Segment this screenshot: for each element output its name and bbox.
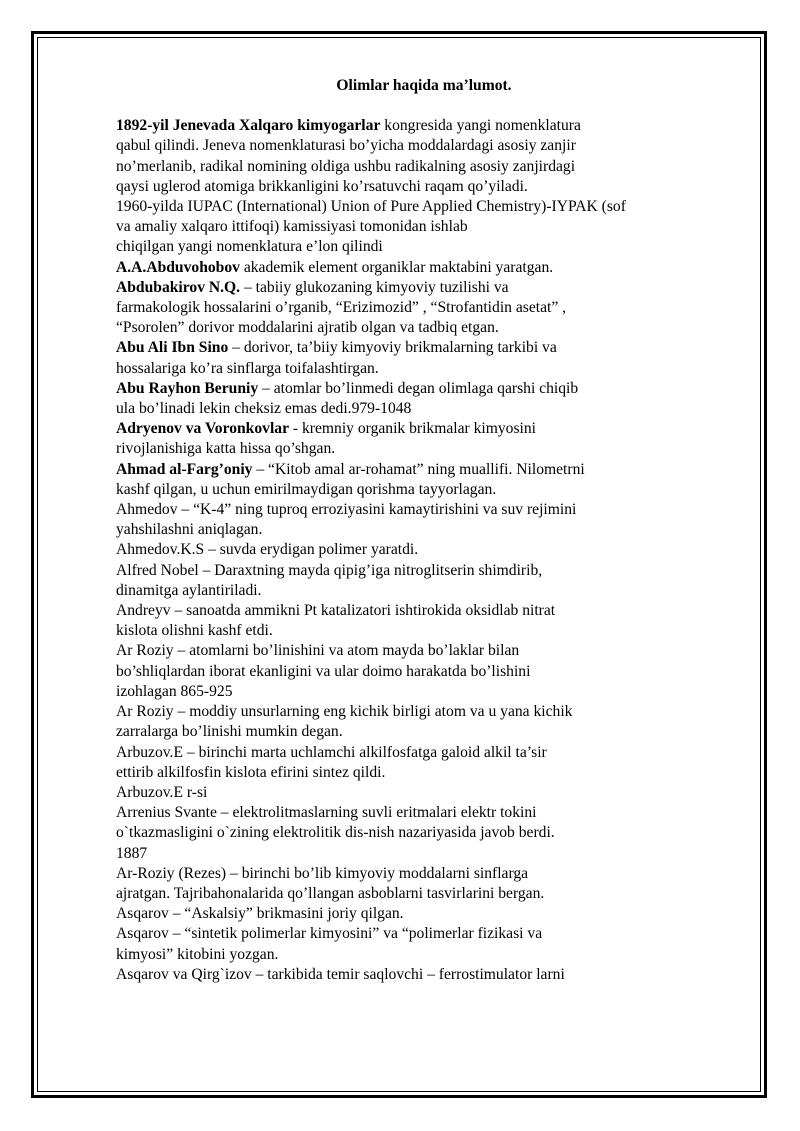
line-text: zarralarga bo’linishi mumkin degan.: [116, 723, 343, 741]
document-line: [116, 500, 746, 520]
line-text: kimyosi” kitobini yozgan.: [116, 945, 279, 963]
line-text: ajratgan. Tajribahonalarida qo’llangan asboblarni tasvirlarini bergan.: [116, 884, 545, 902]
document-line: [116, 359, 746, 379]
line-text: Andreyv – sanoatda ammikni Pt katalizatori ishtirokida oksidlab nitrat: [116, 602, 556, 620]
line-text: – dorivor, ta’biiy kimyoviy brikmalarning tarkibi va: [228, 339, 557, 357]
document-line: [116, 662, 746, 682]
scientist-name: 1892-yil Jenevada Xalqaro kimyogarlar: [116, 117, 381, 135]
document-line: [116, 763, 746, 783]
document-title: Olimlar haqida ma’lumot.: [336, 77, 512, 94]
line-text: akademik element organiklar maktabini yaratgan.: [239, 258, 554, 276]
line-text: bo’shliqlardan iborat ekanligini va ular doimo harakatda bo’lishini: [116, 662, 531, 680]
line-text: Ahmedov – “K-4” ning tuproq erroziyasini kamaytirishini va suv rejimini: [116, 501, 577, 519]
line-text: Asqarov va Qirg`izov – tarkibida temir saqlovchi – ferrostimulator larni: [116, 965, 565, 983]
document-line: [116, 460, 746, 480]
scientist-name: A.A.Abduvohobov: [116, 258, 240, 276]
line-text: izohlagan 865-925: [116, 682, 233, 700]
line-text: kongresida yangi nomenklatura: [380, 117, 581, 135]
line-text: kashf qilgan, u uchun emirilmaydigan qorishma tayyorlagan.: [116, 480, 497, 498]
line-text: Arbuzov.E r-si: [116, 783, 208, 801]
document-line: [116, 177, 746, 197]
document-line: [116, 803, 746, 823]
line-text: Ahmedov.K.S – suvda erydigan polimer yaratdi.: [116, 541, 419, 559]
line-text: “Psorolen” dorivor moddalarini ajratib olgan va tadbiq etgan.: [116, 319, 499, 337]
scientist-name: Abu Ali Ibn Sino: [116, 339, 229, 357]
line-text: – atomlar bo’linmedi degan olimlaga qarshi chiqib: [258, 379, 579, 397]
line-text: 1960-yilda IUPAC (International) Union of Pure Applied Chemistry)-IYPAK (sof: [116, 198, 626, 216]
line-text: Arrenius Svante – elektrolitmaslarning suvli eritmalari elektr tokini: [116, 804, 537, 822]
line-text: no’merlanib, radikal nomining oldiga ushbu radikalning asosiy zanjirdagi: [116, 157, 576, 175]
document-line: [116, 743, 746, 763]
document-line: [116, 399, 746, 419]
document-line: [116, 844, 746, 864]
document-page: [116, 76, 746, 985]
line-text: ettirib alkilfosfin kislota efirini sintez qildi.: [116, 763, 386, 781]
line-text: ula bo’linadi lekin cheksiz emas dedi.979-1048: [116, 400, 412, 418]
document-line: [116, 237, 746, 257]
scientist-name: Adryenov va Voronkovlar: [116, 420, 289, 438]
document-line: [116, 298, 746, 318]
document-line: [116, 702, 746, 722]
line-text: Asqarov – “Askalsiy” brikmasini joriy qilgan.: [116, 905, 404, 923]
document-line: [116, 540, 746, 560]
document-line: [116, 480, 746, 500]
document-line: [116, 278, 746, 298]
document-line: [116, 621, 746, 641]
document-line: [116, 904, 746, 924]
document-line: [116, 641, 746, 661]
scientist-name: Abu Rayhon Beruniy: [116, 379, 259, 397]
line-text: Ar Roziy – atomlarni bo’linishini va atom mayda bo’laklar bilan: [116, 642, 520, 660]
line-text: chiqilgan yangi nomenklatura e’lon qilindi: [116, 238, 383, 256]
document-line: [116, 884, 746, 904]
document-line: [116, 338, 746, 358]
document-line: [116, 136, 746, 156]
line-text: – tabiiy glukozaning kimyoviy tuzilishi va: [240, 278, 509, 296]
line-text: qaysi uglerod atomiga brikkanligini ko’rsatuvchi raqam qo’yiladi.: [116, 177, 528, 195]
document-line: [116, 217, 746, 237]
line-text: – “Kitob amal ar-rohamat” ning muallifi. Nilometrni: [252, 460, 585, 478]
document-line: [116, 157, 746, 177]
document-line: [116, 783, 746, 803]
line-text: kislota olishni kashf etdi.: [116, 622, 273, 640]
document-line: [116, 379, 746, 399]
document-line: [116, 601, 746, 621]
document-line: [116, 197, 746, 217]
document-line: [116, 258, 746, 278]
document-line: [116, 864, 746, 884]
line-text: Ar-Roziy (Rezes) – birinchi bo’lib kimyoviy moddalarni sinflarga: [116, 864, 529, 882]
line-text: hossalariga ko’ra sinflarga toifalashtirgan.: [116, 359, 379, 377]
line-text: va amaliy xalqaro ittifoqi) kamissiyasi tomonidan ishlab: [116, 218, 468, 236]
document-line: [116, 439, 746, 459]
line-text: farmakologik hossalarini o’rganib, “Erizimozid” , “Strofantidin asetat” ,: [116, 299, 567, 317]
line-text: Ar Roziy – moddiy unsurlarning eng kichik birligi atom va u yana kichik: [116, 703, 573, 721]
line-text: o`tkazmasligini o`zining elektrolitik dis-nish nazariyasida javob berdi.: [116, 824, 555, 842]
line-text: 1887: [116, 844, 148, 862]
document-line: [116, 318, 746, 338]
document-line: [116, 722, 746, 742]
line-text: rivojlanishiga katta hissa qo’shgan.: [116, 440, 336, 458]
line-text: dinamitga aylantiriladi.: [116, 581, 262, 599]
document-line: [116, 945, 746, 965]
line-text: - kremniy organik brikmalar kimyosini: [289, 420, 537, 438]
document-line: [116, 520, 746, 540]
document-line: [116, 682, 746, 702]
document-line: [116, 965, 746, 985]
scientist-name: Ahmad al-Farg’oniy: [116, 460, 253, 478]
document-line: [116, 581, 746, 601]
line-text: Alfred Nobel – Daraxtning mayda qipig’iga nitroglitserin shimdirib,: [116, 561, 543, 579]
line-text: qabul qilindi. Jeneva nomenklaturasi bo’yicha moddalardagi asosiy zanjir: [116, 137, 576, 155]
document-body: [116, 116, 746, 985]
document-line: [116, 419, 746, 439]
line-text: Arbuzov.E – birinchi marta uchlamchi alkilfosfatga galoid alkil ta’sir: [116, 743, 547, 761]
document-line: [116, 116, 746, 136]
scientist-name: Abdubakirov N.Q.: [116, 278, 241, 296]
document-line: [116, 561, 746, 581]
line-text: Asqarov – “sintetik polimerlar kimyosini” va “polimerlar fizikasi va: [116, 925, 543, 943]
line-text: yahshilashni aniqlagan.: [116, 521, 263, 539]
document-line: [116, 924, 746, 944]
document-line: [116, 823, 746, 843]
